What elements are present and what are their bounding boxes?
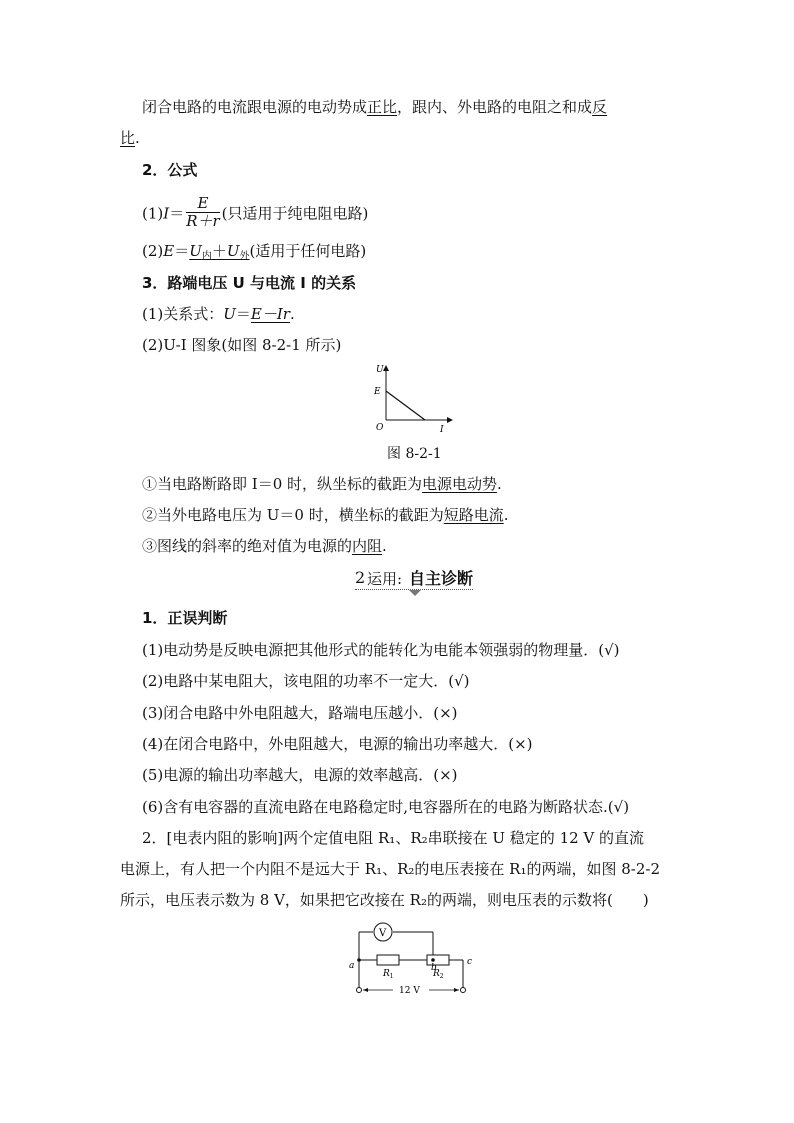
answer-voltage-sum: $U_内+U_外$ — [189, 242, 250, 262]
fraction-e-over-r: $\frac{E}{R+r}$ — [186, 194, 220, 230]
y-axis-label: U — [376, 365, 384, 375]
node-c-label: c — [467, 957, 473, 967]
terminal-left — [357, 988, 362, 993]
intro-line-2: 比. — [120, 129, 140, 147]
answer-short-current: 短路电流 — [443, 506, 504, 524]
answer-relation: E－Ir — [250, 305, 290, 323]
section-banner: 2 运用: 自主诊断 — [355, 566, 473, 592]
terminal-right — [461, 988, 466, 993]
voltage-label: 12 V — [399, 986, 420, 996]
answer-inverse-part2: 比 — [120, 129, 136, 147]
voltmeter-label: V — [379, 928, 387, 939]
answer-emf: 电源电动势 — [422, 475, 498, 493]
origin-label: O — [376, 423, 384, 433]
node-a-label: a — [349, 961, 355, 971]
answer-inverse-part1: 反 — [592, 98, 608, 116]
formula-2: $(2)E=U_内+U_外$(适用于任何电路) — [142, 242, 367, 262]
answer-proportional: 正比 — [367, 98, 398, 116]
resistor-r1 — [377, 955, 399, 965]
e-label: E — [374, 387, 381, 397]
circuit-diagram — [347, 918, 487, 1000]
question-2-line-2: 电源上，有人把一个内阻不是远大于 R₁、R₂的电压表接在 R₁的两端，如图 8-2-2 — [120, 860, 660, 878]
node-b-label: b — [431, 963, 437, 973]
judge-item: (1)电动势是反映电源把其他形式的能转化为电能本领强弱的物理量．(√) — [142, 641, 620, 659]
note-3: ③图线的斜率的绝对值为电源的内阻. — [142, 537, 387, 555]
judge-item: (6)含有电容器的直流电路在电路稳定时,电容器所在的电路为断路状态.(√) — [142, 798, 630, 816]
banner-triangle-icon — [409, 590, 421, 596]
relation-1: (1)关系式：U＝E－Ir. — [142, 305, 295, 323]
relation-2: (2)U-I 图象(如图 8-2-1 所示) — [142, 336, 342, 354]
judge-item: (4)在闭合电路中，外电阻越大，电源的输出功率越大．(×) — [142, 735, 533, 753]
question-2-line-1: 2．[电表内阻的影响]两个定值电阻 R₁、R₂串联接在 U 稳定的 12 V 的直流 — [142, 829, 645, 847]
judge-item: (5)电源的输出功率越大，电源的效率越高．(×) — [142, 766, 458, 784]
x-axis-label: I — [440, 425, 444, 435]
answer-internal-resistance: 内阻 — [352, 537, 383, 555]
judge-item: (2)电路中某电阻大，该电阻的功率不一定大．(√) — [142, 672, 470, 690]
judge-item: (3)闭合电路中外电阻越大，路端电压越小．(×) — [142, 704, 458, 722]
figure-caption-1: 图 8-2-1 — [387, 446, 442, 462]
note-2: ②当外电路电压为 U＝0 时，横坐标的截距为短路电流. — [142, 506, 509, 524]
relation-heading: 3．路端电压 U 与电流 I 的关系 — [142, 274, 357, 292]
r1-label: $R_1$ — [383, 969, 394, 980]
ui-graph — [368, 360, 468, 436]
r2-label: $R_2$ — [433, 969, 444, 980]
ui-line — [386, 391, 425, 420]
question-2-line-3: 所示，电压表示数为 8 V，如果把它改接在 R₂的两端，则电压表的示数将( ) — [120, 891, 649, 909]
intro-line-1: 闭合电路的电流跟电源的电动势成正比，跟内、外电路的电阻之和成反 — [142, 98, 608, 116]
formula-1: (1)I＝ $\frac{E}{R+r}$ (只适用于纯电阻电路) — [142, 194, 369, 230]
note-1: ①当电路断路即 I＝0 时，纵坐标的截距为电源电动势. — [142, 475, 502, 493]
formula-heading: 2．公式 — [142, 161, 198, 179]
judge-heading: 1．正误判断 — [142, 609, 228, 627]
